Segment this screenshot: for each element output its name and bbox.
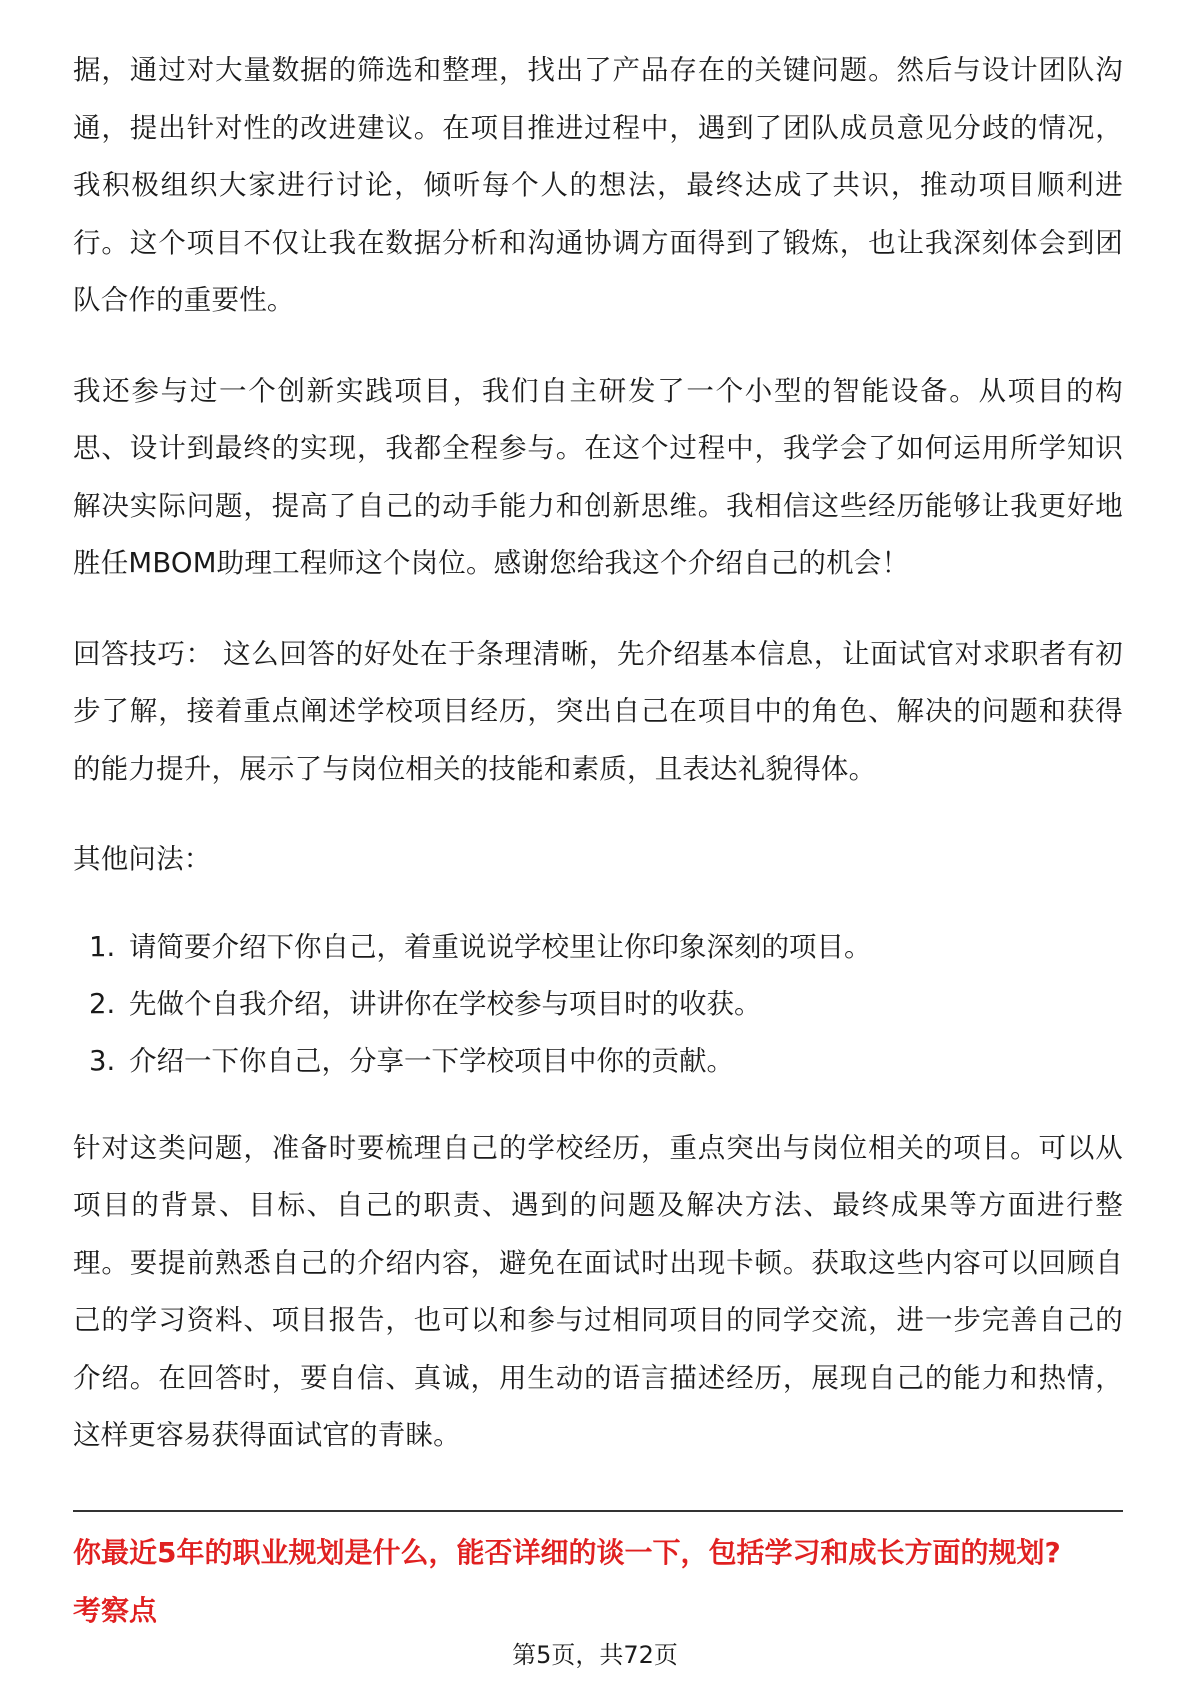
paragraph-preparation-advice: 针对这类问题，准备时要梳理自己的学校经历，重点突出与岗位相关的项目。可以从项目的背景、目标、自己的职责、遇到的问题及解决方法、最终成果等方面进行整理。要提前熟悉自己的介绍内容，避免在面试时出现卡顿。获取这些内容可以回顾自己的学习资料、项目报告，也可以和参与过相同项目的同学交流，进一步完善自己的介绍。在回答时，要自信、真诚，用生动的语言描述经历，展现自己的能力和热情，这样更容易获得面试官的青睐。	[73, 1131, 1123, 1451]
paragraph-innovation-project: 我还参与过一个创新实践项目，我们自主研发了一个小型的智能设备。从项目的构思、设计到最终的实现，我都全程参与。在这个过程中，我学会了如何运用所学知识解决实际问题，提高了自己的动手能力和创新思维。我相信这些经历能够让我更好地胜任MBOM助理工程师这个岗位。感谢您给我这个介绍自己的机会！	[73, 374, 1123, 579]
section-divider	[73, 1510, 1123, 1512]
next-question-heading: 你最近5年的职业规划是什么，能否详细的谈一下，包括学习和成长方面的规划?	[73, 1536, 1061, 1569]
list-item-number: 1.	[89, 930, 116, 963]
list-item	[89, 1033, 1123, 1090]
other-questions-list	[73, 919, 1123, 1090]
page-number-footer: 第5页，共72页	[512, 1641, 678, 1669]
document-page	[73, 42, 1123, 1465]
list-item-text: 先做个自我介绍，讲讲你在学校参与项目时的收获。	[129, 987, 762, 1020]
paragraph-answer-tips: 回答技巧： 这么回答的好处在于条理清晰，先介绍基本信息，让面试官对求职者有初步了解，接着重点阐述学校项目经历，突出自己在项目中的角色、解决的问题和获得的能力提升，展示了与岗位相关的技能和素质，且表达礼貌得体。	[73, 637, 1123, 785]
paragraph-other-questions-heading: 其他问法：	[73, 843, 212, 875]
list-item-text: 介绍一下你自己，分享一下学校项目中你的贡献。	[129, 1044, 734, 1077]
list-item-number: 3.	[89, 1044, 116, 1077]
list-item	[89, 919, 1123, 976]
paragraph-project-experience: 据，通过对大量数据的筛选和整理，找出了产品存在的关键问题。然后与设计团队沟通，提出针对性的改进建议。在项目推进过程中，遇到了团队成员意见分歧的情况，我积极组织大家进行讨论，倾听每个人的想法，最终达成了共识，推动项目顺利进行。这个项目不仅让我在数据分析和沟通协调方面得到了锻炼，也让我深刻体会到团队合作的重要性。	[73, 54, 1123, 316]
list-item	[89, 976, 1123, 1033]
exam-point-heading: 考察点	[73, 1594, 158, 1627]
list-item-text: 请简要介绍下你自己，着重说说学校里让你印象深刻的项目。	[129, 930, 872, 963]
list-item-number: 2.	[89, 987, 116, 1020]
